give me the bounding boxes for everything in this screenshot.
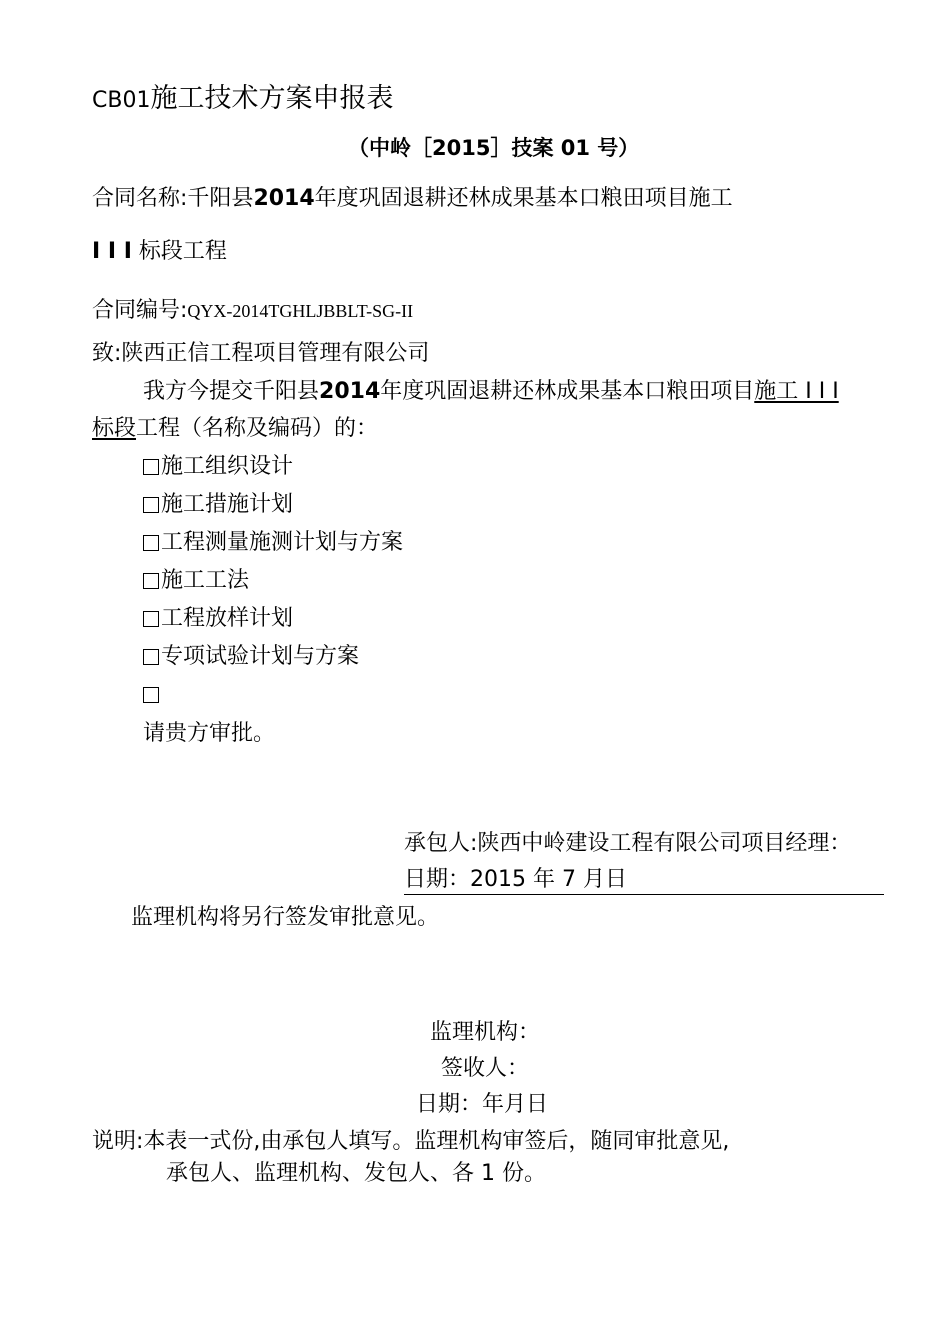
contract-name-value-c: 年度巩固退耕还林成果基本口粮田项目施工	[314, 186, 733, 211]
contract-name-line	[92, 185, 733, 213]
contractor-date: 日期：2015 年 7 月日	[404, 867, 627, 892]
checkbox[interactable]	[143, 497, 159, 513]
supervision-org: 监理机构：	[430, 1020, 541, 1045]
checklist-label: 施工工法	[161, 568, 250, 593]
supervision-note: 监理机构将另行签发审批意见。	[131, 905, 440, 930]
checkbox[interactable]	[143, 687, 159, 703]
checklist-item[interactable]	[143, 681, 161, 709]
checklist-item[interactable]	[143, 567, 249, 595]
checklist-label: 专项试验计划与方案	[161, 644, 360, 669]
checkbox[interactable]	[143, 573, 159, 589]
contract-name-value-a: 千阳县	[187, 186, 254, 211]
checklist-label: 施工组织设计	[161, 454, 294, 479]
body-line2-b: 工程（名称及编码）的：	[136, 416, 379, 441]
doc-number: （中岭［2015］技案 01 号）	[348, 136, 640, 160]
form-title	[92, 82, 393, 118]
body-line1-b: 2014	[319, 379, 381, 404]
body-line1-c: 年度巩固退耕还林成果基本口粮田项目	[380, 379, 755, 404]
supervision-date: 日期：年月日	[416, 1092, 549, 1117]
checkbox[interactable]	[143, 611, 159, 627]
form-code: CB01	[92, 88, 151, 113]
checklist-item[interactable]	[143, 605, 293, 633]
checkbox[interactable]	[143, 459, 159, 475]
contract-number-line	[92, 297, 413, 325]
contract-name-section: I I I	[92, 239, 132, 264]
addressee: 致:陕西正信工程项目管理有限公司	[92, 341, 430, 366]
checklist-label: 施工措施计划	[161, 492, 294, 517]
signature-divider	[404, 894, 884, 895]
contract-number-label: 合同编号:	[92, 298, 188, 323]
checklist-label: 工程测量施测计划与方案	[161, 530, 404, 555]
checklist-item[interactable]	[143, 643, 359, 671]
contract-name-label: 合同名称:	[92, 186, 188, 211]
checklist-item[interactable]	[143, 529, 403, 557]
body-line1-d: 施工 I I I	[754, 379, 839, 404]
notes-line1: 说明:本表一式份,由承包人填写。监理机构审签后，随同审批意见,	[92, 1129, 730, 1154]
checklist-label: 工程放样计划	[161, 606, 294, 631]
checkbox[interactable]	[143, 535, 159, 551]
form-name: 施工技术方案申报表	[150, 83, 394, 114]
checklist-item[interactable]	[143, 453, 293, 481]
contract-name-suffix: 标段工程	[138, 239, 227, 264]
contract-number-value: QYX-2014TGHLJBBLT-SG-II	[187, 301, 414, 321]
body-line2-a: 标段	[92, 416, 137, 441]
request-text: 请贵方审批。	[143, 721, 276, 746]
contract-name-line2	[92, 238, 227, 266]
body-line1-a: 我方今提交千阳县	[143, 379, 320, 404]
contract-name-value-b: 2014	[253, 186, 315, 211]
body-line1	[143, 378, 839, 406]
supervision-receiver: 签收人：	[441, 1056, 530, 1081]
body-line2	[92, 415, 378, 443]
contractor-line: 承包人:陕西中岭建设工程有限公司项目经理：	[404, 831, 852, 856]
checklist-item[interactable]	[143, 491, 293, 519]
notes-line2: 承包人、监理机构、发包人、各 1 份。	[166, 1161, 546, 1186]
checkbox[interactable]	[143, 649, 159, 665]
